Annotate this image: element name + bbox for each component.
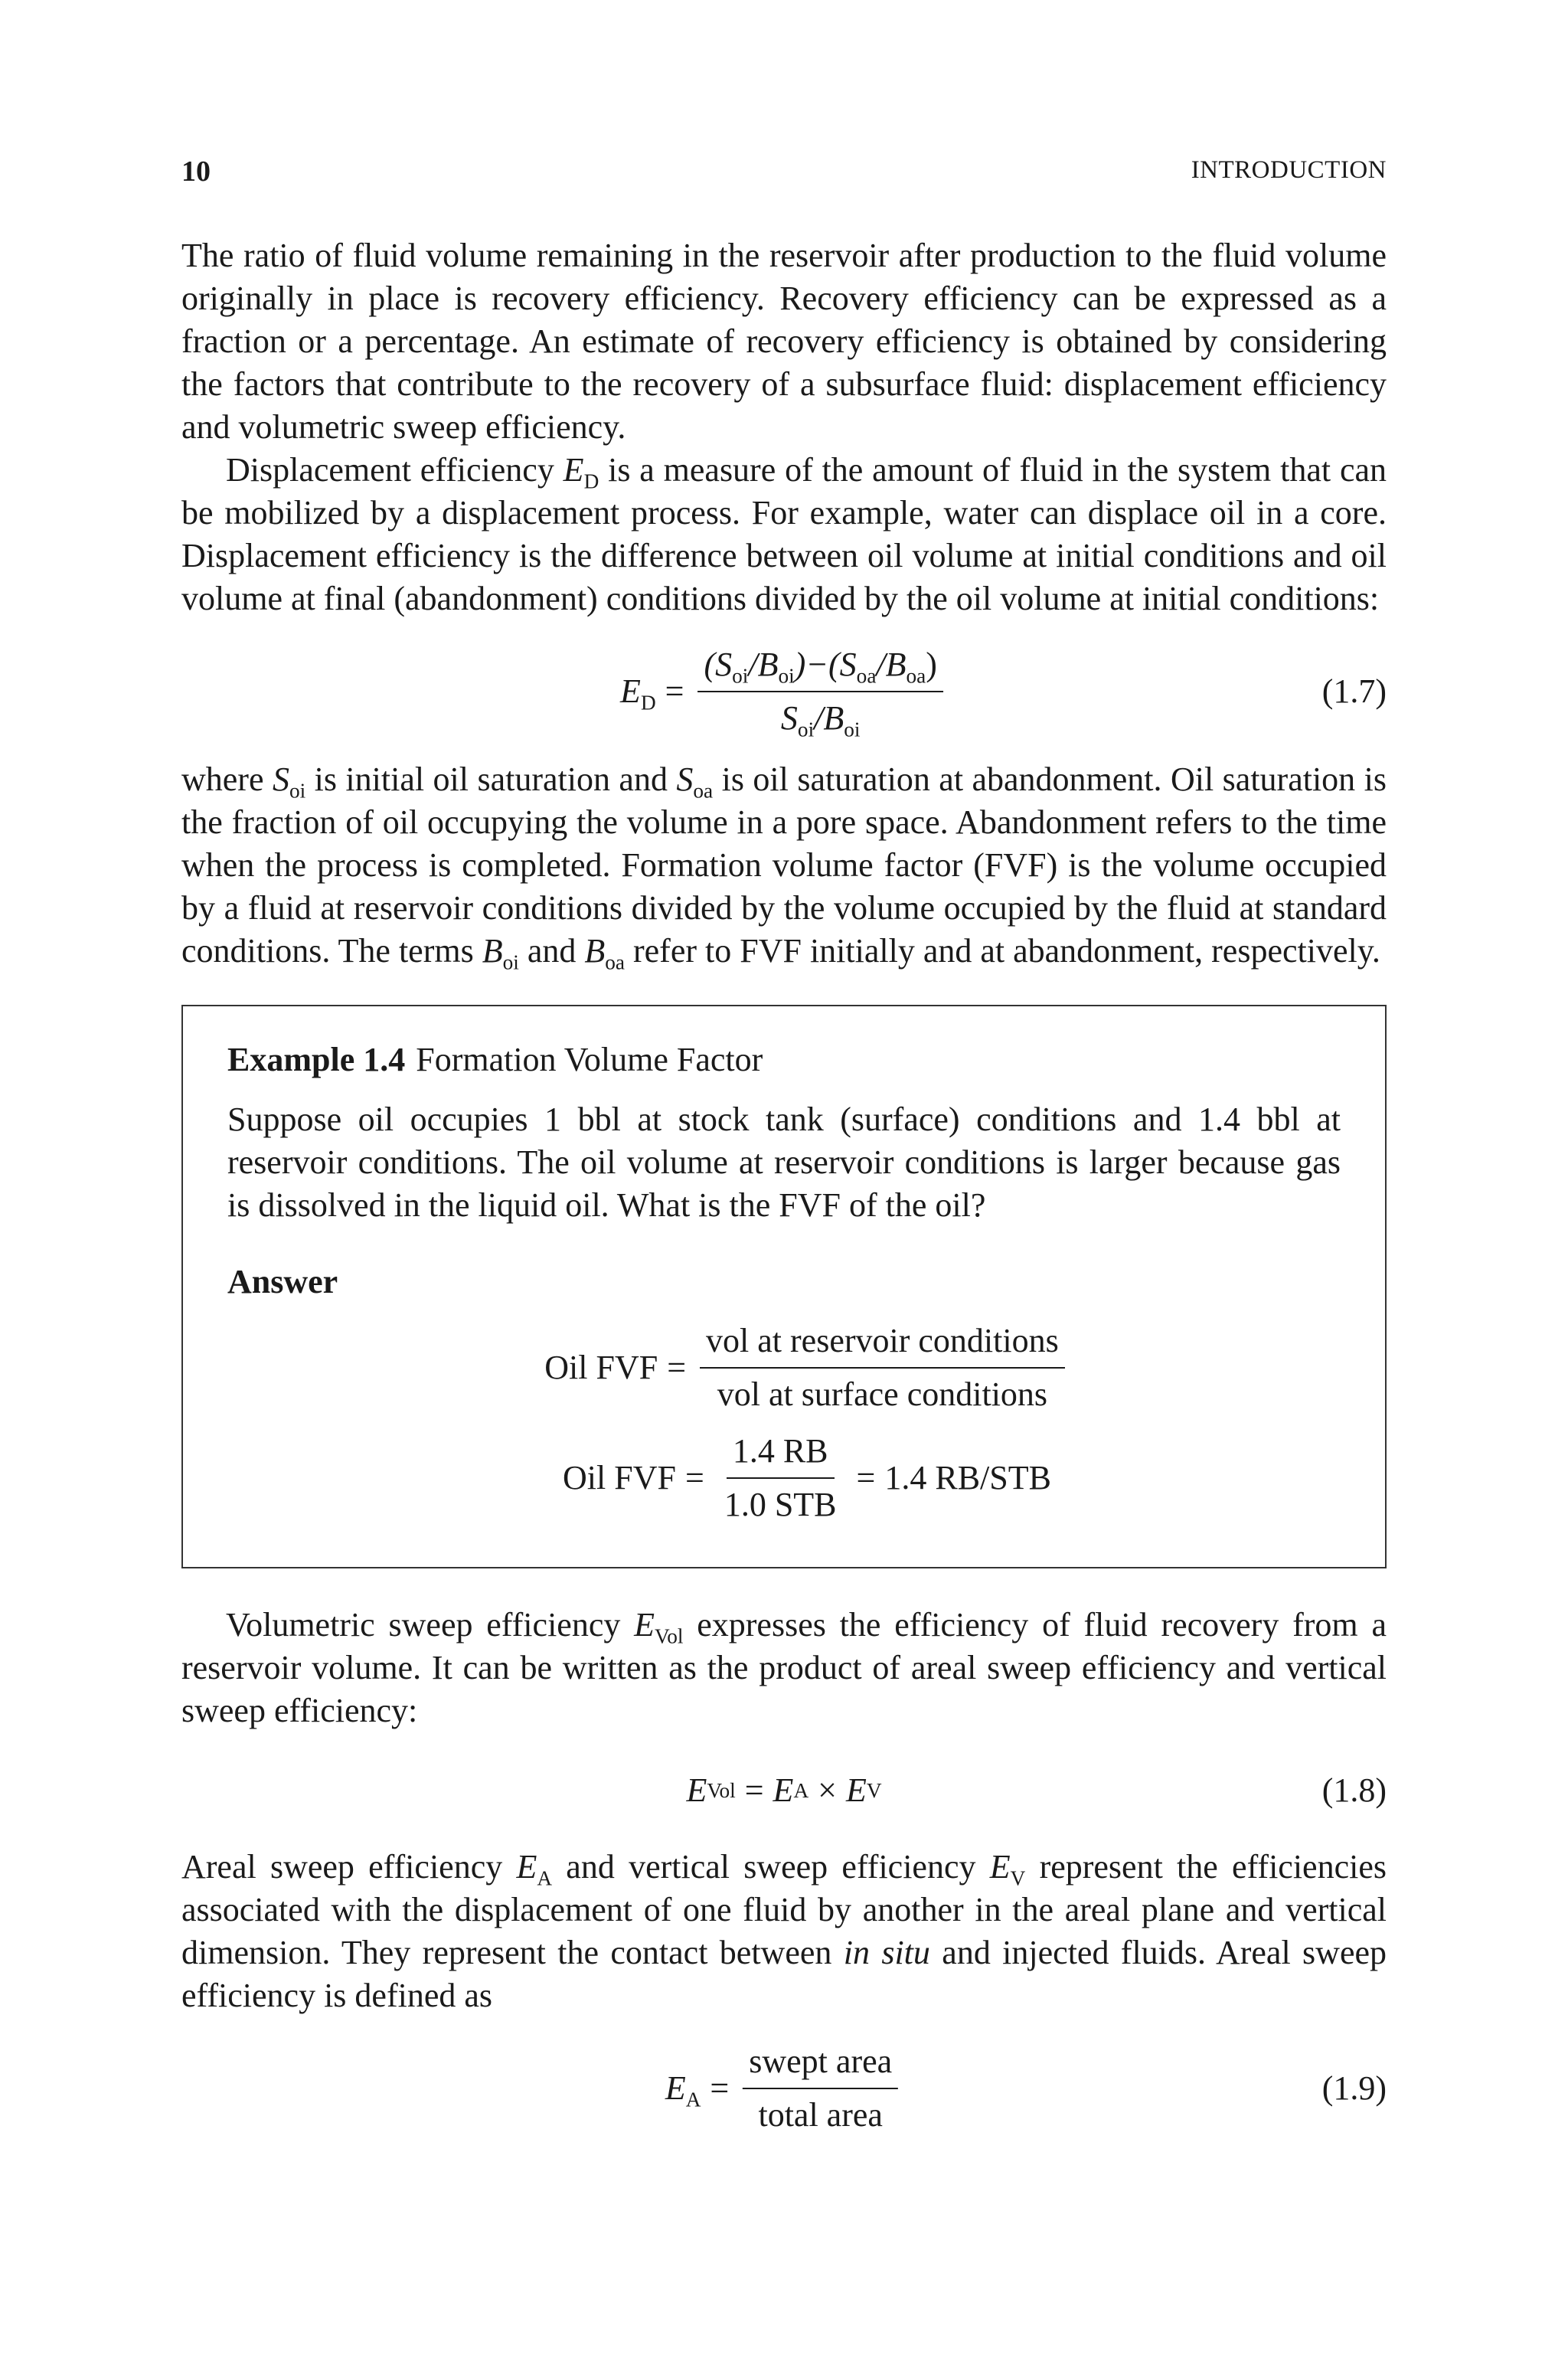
- equation-number: (1.8): [1321, 1771, 1387, 1809]
- example-title: Example 1.4 Formation Volume Factor: [227, 1041, 763, 1078]
- paragraph-saturation-fvf: where $S_{oi}$ is initial oil saturation and $S_{oa}$ is oil saturation at abandonment. Oil saturation is the fraction of oil occupying the volume in a pore space. Abandonment refers to the time when the process is completed. Formation volume factor (FVF) is the volume occupied by a fluid at reservoir conditions divided by the volume occupied by the fluid at standard conditions. The terms $B_{oi}$ and $B_{oa}$ refer to FVF initially and at abandonment, respectively.: [181, 760, 1387, 974]
- body-text: [181, 234, 1387, 2155]
- paragraph-recovery-efficiency: The ratio of fluid volume remaining in the reservoir after production to the fluid volume originally in place is recovery efficiency. Recovery efficiency can be expressed as a fraction or a percentage. An estimate of recovery efficiency is obtained by considering the factors that contribute to the recovery of a subsurface fluid: displacement efficiency and volumetric sweep efficiency.: [181, 237, 1387, 446]
- page-number: 10: [181, 155, 211, 188]
- equation-number: (1.9): [1321, 2069, 1387, 2107]
- equation-1-9: $E_A$ = $\frac{\text{swept area}}{\text{total area}}$ (1.9): [181, 2031, 1387, 2146]
- paragraph-volumetric-sweep: Volumetric sweep efficiency $E_{Vol}$ expresses the efficiency of fluid recovery from a reservoir volume. It can be written as the product of areal sweep efficiency and vertical sweep efficiency:: [181, 1606, 1387, 1729]
- example-box: [181, 1005, 1387, 1568]
- fvf-calculation-equation: Oil FVF = $\frac{1.4 RB}{\text{1.0 STB}}$ = 1.4 RB/STB: [273, 1424, 1341, 1532]
- equation-1-8: E Vol = E A × E V (1.8): [181, 1763, 1387, 1818]
- running-head: INTRODUCTION: [1191, 156, 1387, 184]
- equation-number: (1.7): [1321, 672, 1387, 710]
- fvf-definition-equation: Oil FVF = $\frac{\text{vol at reservoir conditions}}{\text{vol at surface conditions}}$: [273, 1314, 1341, 1421]
- equation-1-7: $E_D$ = $\frac{(S_{oi}/B_{oi})-(S_{oa}/B_{oa})}{S_{oi}/B_{oi}}$ (1.7): [181, 634, 1387, 749]
- equation-1-7-fraction: $\frac{(S_{oi}/B_{oi})-(S_{oa}/B_{oa})}{S_{oi}/B_{oi}}$: [697, 643, 942, 740]
- paragraph-displacement-efficiency: Displacement efficiency $E_D$ is a measure of the amount of fluid in the system that can be mobilized by a displacement process. For example, water can displace oil in a core. Displacement efficiency is the difference between oil volume at initial conditions and oil volume at final (abandonment) conditions divided by the oil volume at initial conditions:: [181, 451, 1387, 617]
- paragraph-areal-vertical-sweep: Areal sweep efficiency $E_A$ and vertical sweep efficiency $E_V$ represent the efficiencies associated with the displacement of one fluid by another in the areal plane and vertical dimension. They represent the contact between in situ and injected fluids. Areal sweep efficiency is defined as: [181, 1848, 1387, 2014]
- answer-label: Answer: [227, 1263, 338, 1300]
- page-header: [181, 155, 1387, 193]
- example-text: Suppose oil occupies 1 bbl at stock tank (surface) conditions and 1.4 bbl at reservoir conditions. The oil volume at reservoir conditions is larger because gas is dissolved in the liquid oil. What is the FVF of the oil?: [227, 1101, 1341, 1224]
